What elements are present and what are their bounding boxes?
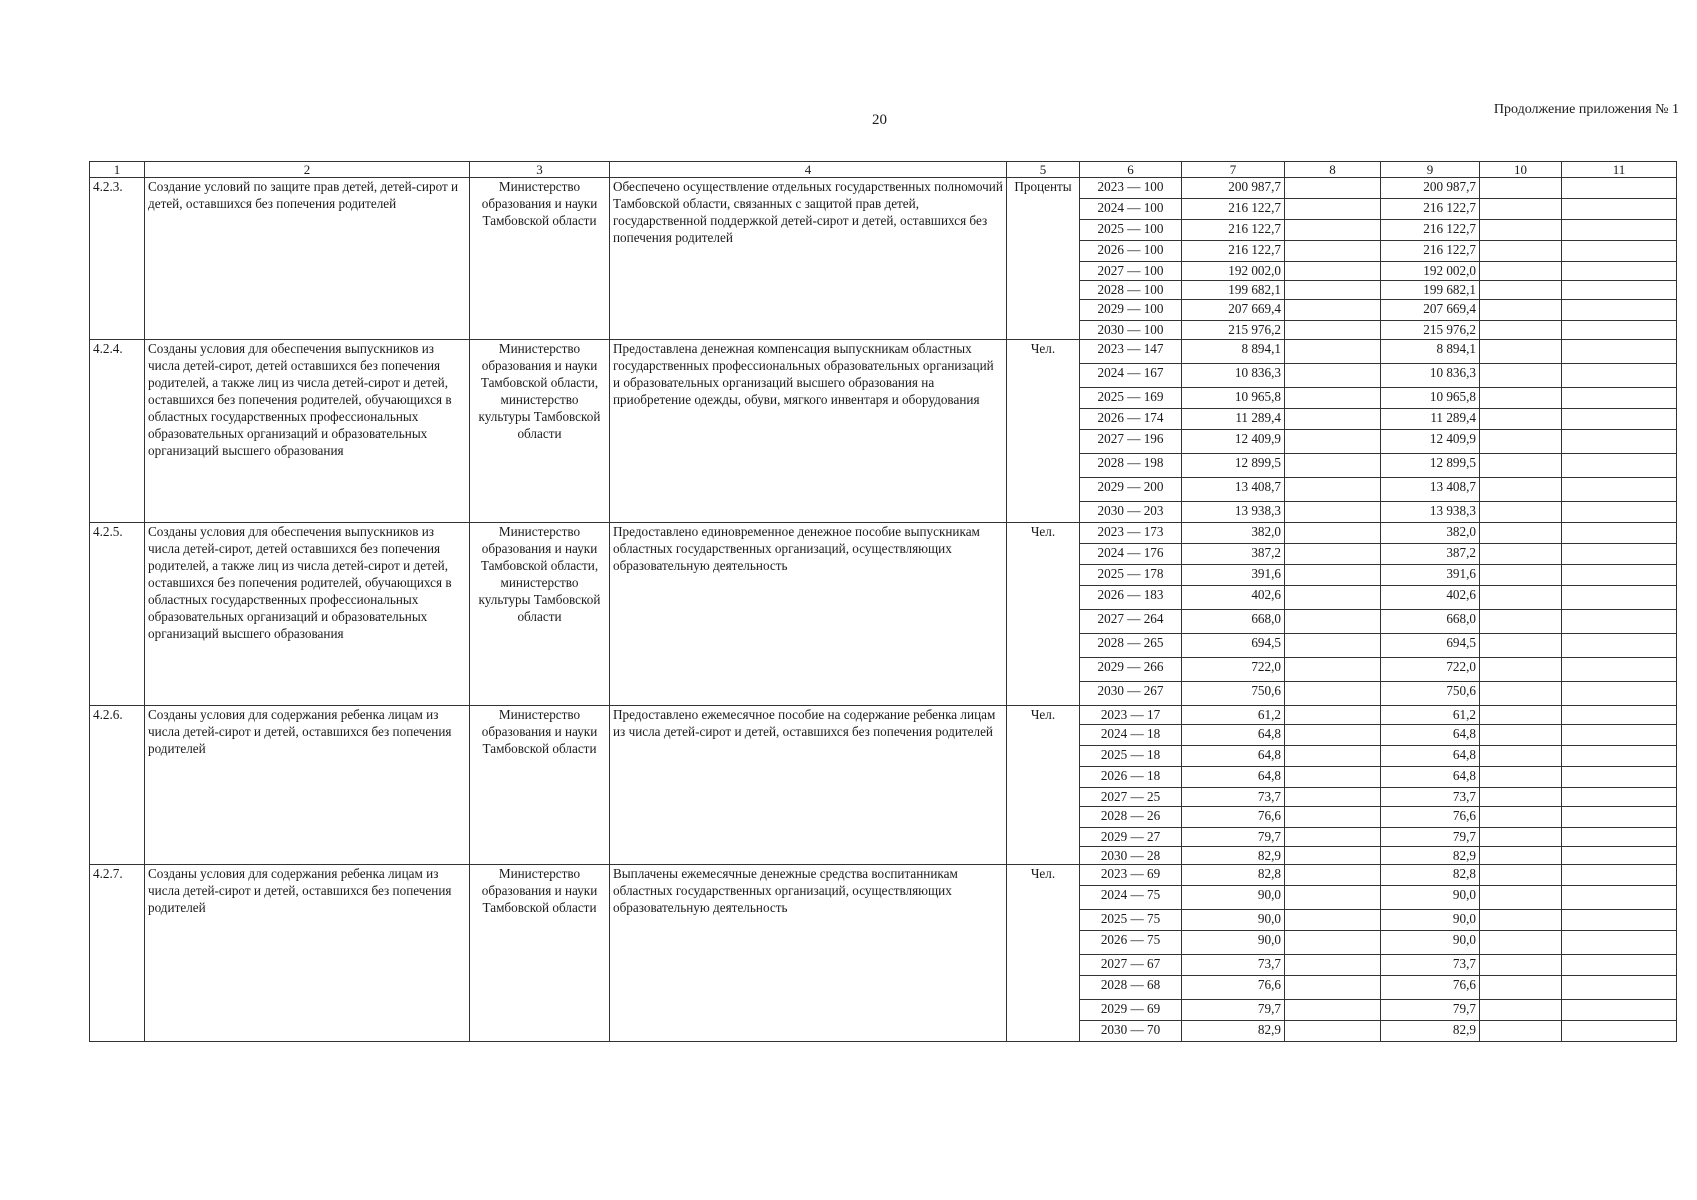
empty-cell xyxy=(1562,807,1677,828)
column-header: 5 xyxy=(1007,162,1080,178)
measure-result: Предоставлено единовременное денежное пособие выпускникам областных государственных организаций, осуществляющих образовательную деятельность xyxy=(610,523,1007,706)
measure-executor: Министерство образования и науки Тамбовской области xyxy=(470,706,610,865)
year-target-cell: 2028 — 265 xyxy=(1080,634,1182,658)
funding-total-cell: 90,0 xyxy=(1182,931,1285,955)
empty-cell xyxy=(1285,178,1381,199)
measure-result: Выплачены ежемесячные денежные средства воспитанникам областных государственных организаций, осуществляющих образовательную деятельность xyxy=(610,865,1007,1042)
funding-regional-cell: 90,0 xyxy=(1381,931,1480,955)
empty-cell xyxy=(1285,706,1381,725)
empty-cell xyxy=(1285,340,1381,364)
empty-cell xyxy=(1562,300,1677,321)
year-target-cell: 2026 — 18 xyxy=(1080,767,1182,788)
funding-total-cell: 11 289,4 xyxy=(1182,409,1285,430)
year-target-cell: 2030 — 100 xyxy=(1080,321,1182,340)
funding-regional-cell: 12 409,9 xyxy=(1381,430,1480,454)
funding-total-cell: 12 409,9 xyxy=(1182,430,1285,454)
year-target-cell: 2023 — 147 xyxy=(1080,340,1182,364)
empty-cell xyxy=(1480,321,1562,340)
funding-regional-cell: 90,0 xyxy=(1381,886,1480,910)
funding-total-cell: 200 987,7 xyxy=(1182,178,1285,199)
funding-total-cell: 64,8 xyxy=(1182,767,1285,788)
year-target-cell: 2023 — 173 xyxy=(1080,523,1182,544)
empty-cell xyxy=(1285,199,1381,220)
funding-total-cell: 82,9 xyxy=(1182,847,1285,865)
empty-cell xyxy=(1480,586,1562,610)
column-header: 4 xyxy=(610,162,1007,178)
empty-cell xyxy=(1480,886,1562,910)
empty-cell xyxy=(1562,199,1677,220)
funding-regional-cell: 216 122,7 xyxy=(1381,220,1480,241)
empty-cell xyxy=(1480,828,1562,847)
funding-total-cell: 387,2 xyxy=(1182,544,1285,565)
funding-regional-cell: 82,9 xyxy=(1381,1021,1480,1042)
empty-cell xyxy=(1480,454,1562,478)
empty-cell xyxy=(1480,1000,1562,1021)
empty-cell xyxy=(1562,262,1677,281)
empty-cell xyxy=(1480,931,1562,955)
measure-unit: Проценты xyxy=(1007,178,1080,340)
empty-cell xyxy=(1285,910,1381,931)
measure-task: Создание условий по защите прав детей, детей-сирот и детей, оставшихся без попечения родителей xyxy=(145,178,470,340)
empty-cell xyxy=(1285,847,1381,865)
empty-cell xyxy=(1480,220,1562,241)
funding-total-cell: 402,6 xyxy=(1182,586,1285,610)
funding-total-cell: 79,7 xyxy=(1182,1000,1285,1021)
funding-regional-cell: 11 289,4 xyxy=(1381,409,1480,430)
funding-regional-cell: 64,8 xyxy=(1381,767,1480,788)
funding-regional-cell: 82,8 xyxy=(1381,865,1480,886)
funding-total-cell: 207 669,4 xyxy=(1182,300,1285,321)
year-target-cell: 2024 — 100 xyxy=(1080,199,1182,220)
measure-number: 4.2.6. xyxy=(90,706,145,865)
empty-cell xyxy=(1480,1021,1562,1042)
funding-total-cell: 199 682,1 xyxy=(1182,281,1285,300)
empty-cell xyxy=(1562,847,1677,865)
funding-regional-cell: 192 002,0 xyxy=(1381,262,1480,281)
year-target-cell: 2025 — 169 xyxy=(1080,388,1182,409)
empty-cell xyxy=(1480,746,1562,767)
measure-task: Созданы условия для содержания ребенка лицам из числа детей-сирот и детей, оставшихся без попечения родителей xyxy=(145,706,470,865)
empty-cell xyxy=(1562,544,1677,565)
measure-unit: Чел. xyxy=(1007,523,1080,706)
table-row xyxy=(90,865,1677,886)
empty-cell xyxy=(1562,746,1677,767)
year-target-cell: 2024 — 167 xyxy=(1080,364,1182,388)
empty-cell xyxy=(1480,910,1562,931)
funding-regional-cell: 76,6 xyxy=(1381,807,1480,828)
empty-cell xyxy=(1562,910,1677,931)
empty-cell xyxy=(1480,565,1562,586)
funding-total-cell: 76,6 xyxy=(1182,807,1285,828)
measures-table xyxy=(89,161,1677,1042)
funding-regional-cell: 216 122,7 xyxy=(1381,241,1480,262)
empty-cell xyxy=(1480,544,1562,565)
empty-cell xyxy=(1480,976,1562,1000)
empty-cell xyxy=(1562,281,1677,300)
funding-total-cell: 12 899,5 xyxy=(1182,454,1285,478)
empty-cell xyxy=(1285,321,1381,340)
measure-unit: Чел. xyxy=(1007,706,1080,865)
empty-cell xyxy=(1562,788,1677,807)
appendix-continuation-note: Продолжение приложения № 1 xyxy=(1493,102,1679,117)
empty-cell xyxy=(1562,586,1677,610)
empty-cell xyxy=(1480,725,1562,746)
empty-cell xyxy=(1285,725,1381,746)
funding-regional-cell: 64,8 xyxy=(1381,725,1480,746)
funding-total-cell: 76,6 xyxy=(1182,976,1285,1000)
year-target-cell: 2028 — 100 xyxy=(1080,281,1182,300)
funding-total-cell: 90,0 xyxy=(1182,886,1285,910)
funding-total-cell: 215 976,2 xyxy=(1182,321,1285,340)
measure-result: Предоставлена денежная компенсация выпускникам областных государственных профессиональных образовательных организаций и образовательных организаций высшего образования на приобретение одежды, обуви, мягкого инвентаря и оборудования xyxy=(610,340,1007,523)
funding-total-cell: 668,0 xyxy=(1182,610,1285,634)
funding-regional-cell: 391,6 xyxy=(1381,565,1480,586)
empty-cell xyxy=(1285,807,1381,828)
empty-cell xyxy=(1562,220,1677,241)
empty-cell xyxy=(1480,430,1562,454)
empty-cell xyxy=(1480,388,1562,409)
empty-cell xyxy=(1562,706,1677,725)
empty-cell xyxy=(1480,610,1562,634)
funding-total-cell: 8 894,1 xyxy=(1182,340,1285,364)
table-row xyxy=(90,706,1677,725)
year-target-cell: 2028 — 68 xyxy=(1080,976,1182,1000)
measure-number: 4.2.7. xyxy=(90,865,145,1042)
measure-task: Созданы условия для содержания ребенка лицам из числа детей-сирот и детей, оставшихся без попечения родителей xyxy=(145,865,470,1042)
funding-total-cell: 382,0 xyxy=(1182,523,1285,544)
empty-cell xyxy=(1285,388,1381,409)
funding-regional-cell: 10 836,3 xyxy=(1381,364,1480,388)
empty-cell xyxy=(1562,409,1677,430)
funding-regional-cell: 750,6 xyxy=(1381,682,1480,706)
year-target-cell: 2026 — 75 xyxy=(1080,931,1182,955)
empty-cell xyxy=(1285,746,1381,767)
funding-total-cell: 722,0 xyxy=(1182,658,1285,682)
empty-cell xyxy=(1562,886,1677,910)
measure-unit: Чел. xyxy=(1007,865,1080,1042)
year-target-cell: 2029 — 200 xyxy=(1080,478,1182,502)
table-row xyxy=(90,178,1677,199)
empty-cell xyxy=(1285,610,1381,634)
empty-cell xyxy=(1285,241,1381,262)
measure-number: 4.2.4. xyxy=(90,340,145,523)
empty-cell xyxy=(1480,788,1562,807)
measure-unit: Чел. xyxy=(1007,340,1080,523)
funding-total-cell: 73,7 xyxy=(1182,955,1285,976)
empty-cell xyxy=(1285,409,1381,430)
funding-regional-cell: 216 122,7 xyxy=(1381,199,1480,220)
funding-regional-cell: 73,7 xyxy=(1381,788,1480,807)
year-target-cell: 2029 — 100 xyxy=(1080,300,1182,321)
measure-result: Предоставлено ежемесячное пособие на содержание ребенка лицам из числа детей-сирот и детей, оставшихся без попечения родителей xyxy=(610,706,1007,865)
column-header: 7 xyxy=(1182,162,1285,178)
funding-regional-cell: 64,8 xyxy=(1381,746,1480,767)
funding-total-cell: 64,8 xyxy=(1182,746,1285,767)
column-header: 1 xyxy=(90,162,145,178)
funding-regional-cell: 73,7 xyxy=(1381,955,1480,976)
year-target-cell: 2024 — 75 xyxy=(1080,886,1182,910)
empty-cell xyxy=(1480,262,1562,281)
empty-cell xyxy=(1562,502,1677,523)
empty-cell xyxy=(1285,976,1381,1000)
empty-cell xyxy=(1285,544,1381,565)
empty-cell xyxy=(1562,178,1677,199)
empty-cell xyxy=(1562,976,1677,1000)
funding-regional-cell: 13 938,3 xyxy=(1381,502,1480,523)
year-target-cell: 2027 — 67 xyxy=(1080,955,1182,976)
funding-regional-cell: 12 899,5 xyxy=(1381,454,1480,478)
funding-regional-cell: 90,0 xyxy=(1381,910,1480,931)
empty-cell xyxy=(1562,931,1677,955)
empty-cell xyxy=(1480,178,1562,199)
funding-total-cell: 750,6 xyxy=(1182,682,1285,706)
funding-total-cell: 216 122,7 xyxy=(1182,241,1285,262)
empty-cell xyxy=(1562,725,1677,746)
empty-cell xyxy=(1562,955,1677,976)
year-target-cell: 2025 — 178 xyxy=(1080,565,1182,586)
year-target-cell: 2030 — 70 xyxy=(1080,1021,1182,1042)
funding-total-cell: 61,2 xyxy=(1182,706,1285,725)
year-target-cell: 2027 — 100 xyxy=(1080,262,1182,281)
empty-cell xyxy=(1285,300,1381,321)
measure-task: Созданы условия для обеспечения выпускников из числа детей-сирот, детей оставшихся без попечения родителей, а также лиц из числа детей-сирот и детей, оставшихся без попечения родителей, обучающихся в областных государственных профессиональных образовательных организаций и образовательных организаций высшего образования xyxy=(145,340,470,523)
funding-total-cell: 391,6 xyxy=(1182,565,1285,586)
year-target-cell: 2029 — 266 xyxy=(1080,658,1182,682)
empty-cell xyxy=(1562,610,1677,634)
funding-regional-cell: 694,5 xyxy=(1381,634,1480,658)
empty-cell xyxy=(1285,634,1381,658)
year-target-cell: 2025 — 100 xyxy=(1080,220,1182,241)
empty-cell xyxy=(1562,865,1677,886)
empty-cell xyxy=(1480,865,1562,886)
empty-cell xyxy=(1480,502,1562,523)
empty-cell xyxy=(1285,281,1381,300)
empty-cell xyxy=(1285,586,1381,610)
funding-regional-cell: 10 965,8 xyxy=(1381,388,1480,409)
measure-executor: Министерство образования и науки Тамбовской области xyxy=(470,178,610,340)
funding-total-cell: 13 938,3 xyxy=(1182,502,1285,523)
measure-number: 4.2.5. xyxy=(90,523,145,706)
year-target-cell: 2026 — 100 xyxy=(1080,241,1182,262)
funding-total-cell: 13 408,7 xyxy=(1182,478,1285,502)
funding-regional-cell: 722,0 xyxy=(1381,658,1480,682)
empty-cell xyxy=(1285,1021,1381,1042)
column-number-row xyxy=(90,162,1677,178)
empty-cell xyxy=(1562,523,1677,544)
empty-cell xyxy=(1562,364,1677,388)
empty-cell xyxy=(1562,321,1677,340)
empty-cell xyxy=(1285,788,1381,807)
column-header: 3 xyxy=(470,162,610,178)
empty-cell xyxy=(1285,955,1381,976)
year-target-cell: 2025 — 75 xyxy=(1080,910,1182,931)
funding-regional-cell: 199 682,1 xyxy=(1381,281,1480,300)
funding-total-cell: 82,9 xyxy=(1182,1021,1285,1042)
empty-cell xyxy=(1562,340,1677,364)
funding-regional-cell: 387,2 xyxy=(1381,544,1480,565)
empty-cell xyxy=(1480,409,1562,430)
year-target-cell: 2027 — 25 xyxy=(1080,788,1182,807)
empty-cell xyxy=(1285,767,1381,788)
empty-cell xyxy=(1562,767,1677,788)
empty-cell xyxy=(1285,931,1381,955)
funding-total-cell: 694,5 xyxy=(1182,634,1285,658)
column-header: 2 xyxy=(145,162,470,178)
year-target-cell: 2026 — 174 xyxy=(1080,409,1182,430)
funding-regional-cell: 207 669,4 xyxy=(1381,300,1480,321)
empty-cell xyxy=(1480,682,1562,706)
empty-cell xyxy=(1285,658,1381,682)
year-target-cell: 2029 — 27 xyxy=(1080,828,1182,847)
measure-number: 4.2.3. xyxy=(90,178,145,340)
year-target-cell: 2024 — 18 xyxy=(1080,725,1182,746)
funding-total-cell: 90,0 xyxy=(1182,910,1285,931)
funding-regional-cell: 402,6 xyxy=(1381,586,1480,610)
funding-regional-cell: 76,6 xyxy=(1381,976,1480,1000)
empty-cell xyxy=(1562,682,1677,706)
year-target-cell: 2024 — 176 xyxy=(1080,544,1182,565)
column-header: 9 xyxy=(1381,162,1480,178)
year-target-cell: 2027 — 264 xyxy=(1080,610,1182,634)
empty-cell xyxy=(1285,682,1381,706)
empty-cell xyxy=(1562,658,1677,682)
funding-total-cell: 82,8 xyxy=(1182,865,1285,886)
year-target-cell: 2029 — 69 xyxy=(1080,1000,1182,1021)
funding-regional-cell: 79,7 xyxy=(1381,1000,1480,1021)
empty-cell xyxy=(1285,865,1381,886)
empty-cell xyxy=(1480,340,1562,364)
empty-cell xyxy=(1285,262,1381,281)
year-target-cell: 2027 — 196 xyxy=(1080,430,1182,454)
funding-total-cell: 192 002,0 xyxy=(1182,262,1285,281)
funding-regional-cell: 8 894,1 xyxy=(1381,340,1480,364)
empty-cell xyxy=(1285,454,1381,478)
table-row xyxy=(90,340,1677,364)
measure-executor: Министерство образования и науки Тамбовской области, министерство культуры Тамбовской области xyxy=(470,340,610,523)
empty-cell xyxy=(1285,220,1381,241)
year-target-cell: 2030 — 28 xyxy=(1080,847,1182,865)
year-target-cell: 2028 — 198 xyxy=(1080,454,1182,478)
empty-cell xyxy=(1285,565,1381,586)
year-target-cell: 2023 — 17 xyxy=(1080,706,1182,725)
empty-cell xyxy=(1480,955,1562,976)
year-target-cell: 2028 — 26 xyxy=(1080,807,1182,828)
funding-regional-cell: 200 987,7 xyxy=(1381,178,1480,199)
funding-regional-cell: 79,7 xyxy=(1381,828,1480,847)
empty-cell xyxy=(1285,502,1381,523)
empty-cell xyxy=(1480,847,1562,865)
column-header: 10 xyxy=(1480,162,1562,178)
empty-cell xyxy=(1480,241,1562,262)
funding-total-cell: 64,8 xyxy=(1182,725,1285,746)
measure-executor: Министерство образования и науки Тамбовской области, министерство культуры Тамбовской области xyxy=(470,523,610,706)
empty-cell xyxy=(1480,767,1562,788)
measure-result: Обеспечено осуществление отдельных государственных полномочий Тамбовской области, связанных с защитой прав детей, государственной поддержкой детей-сирот и детей, оставшихся без попечения родителей xyxy=(610,178,1007,340)
column-header: 6 xyxy=(1080,162,1182,178)
empty-cell xyxy=(1562,430,1677,454)
empty-cell xyxy=(1285,523,1381,544)
empty-cell xyxy=(1562,241,1677,262)
column-header: 11 xyxy=(1562,162,1677,178)
year-target-cell: 2025 — 18 xyxy=(1080,746,1182,767)
year-target-cell: 2023 — 69 xyxy=(1080,865,1182,886)
empty-cell xyxy=(1285,364,1381,388)
measure-executor: Министерство образования и науки Тамбовской области xyxy=(470,865,610,1042)
empty-cell xyxy=(1480,364,1562,388)
empty-cell xyxy=(1480,634,1562,658)
empty-cell xyxy=(1285,478,1381,502)
year-target-cell: 2026 — 183 xyxy=(1080,586,1182,610)
empty-cell xyxy=(1562,828,1677,847)
funding-total-cell: 216 122,7 xyxy=(1182,199,1285,220)
funding-regional-cell: 61,2 xyxy=(1381,706,1480,725)
funding-total-cell: 73,7 xyxy=(1182,788,1285,807)
year-target-cell: 2023 — 100 xyxy=(1080,178,1182,199)
empty-cell xyxy=(1285,1000,1381,1021)
funding-regional-cell: 13 408,7 xyxy=(1381,478,1480,502)
empty-cell xyxy=(1480,281,1562,300)
column-header: 8 xyxy=(1285,162,1381,178)
empty-cell xyxy=(1480,523,1562,544)
year-target-cell: 2030 — 267 xyxy=(1080,682,1182,706)
measure-task: Созданы условия для обеспечения выпускников из числа детей-сирот, детей оставшихся без попечения родителей, а также лиц из числа детей-сирот и детей, оставшихся без попечения родителей, обучающихся в областных государственных профессиональных образовательных организаций и образовательных организаций высшего образования xyxy=(145,523,470,706)
funding-total-cell: 10 836,3 xyxy=(1182,364,1285,388)
empty-cell xyxy=(1562,1000,1677,1021)
table-row xyxy=(90,523,1677,544)
empty-cell xyxy=(1480,706,1562,725)
empty-cell xyxy=(1285,828,1381,847)
funding-total-cell: 10 965,8 xyxy=(1182,388,1285,409)
empty-cell xyxy=(1480,658,1562,682)
table-body xyxy=(90,178,1677,1042)
empty-cell xyxy=(1562,565,1677,586)
funding-regional-cell: 82,9 xyxy=(1381,847,1480,865)
empty-cell xyxy=(1562,478,1677,502)
empty-cell xyxy=(1285,430,1381,454)
funding-regional-cell: 382,0 xyxy=(1381,523,1480,544)
funding-regional-cell: 215 976,2 xyxy=(1381,321,1480,340)
funding-regional-cell: 668,0 xyxy=(1381,610,1480,634)
funding-total-cell: 79,7 xyxy=(1182,828,1285,847)
empty-cell xyxy=(1562,1021,1677,1042)
empty-cell xyxy=(1480,478,1562,502)
empty-cell xyxy=(1562,634,1677,658)
empty-cell xyxy=(1285,886,1381,910)
empty-cell xyxy=(1562,454,1677,478)
empty-cell xyxy=(1480,300,1562,321)
empty-cell xyxy=(1480,199,1562,220)
page-number: 20 xyxy=(872,112,887,128)
funding-total-cell: 216 122,7 xyxy=(1182,220,1285,241)
empty-cell xyxy=(1480,807,1562,828)
year-target-cell: 2030 — 203 xyxy=(1080,502,1182,523)
empty-cell xyxy=(1562,388,1677,409)
